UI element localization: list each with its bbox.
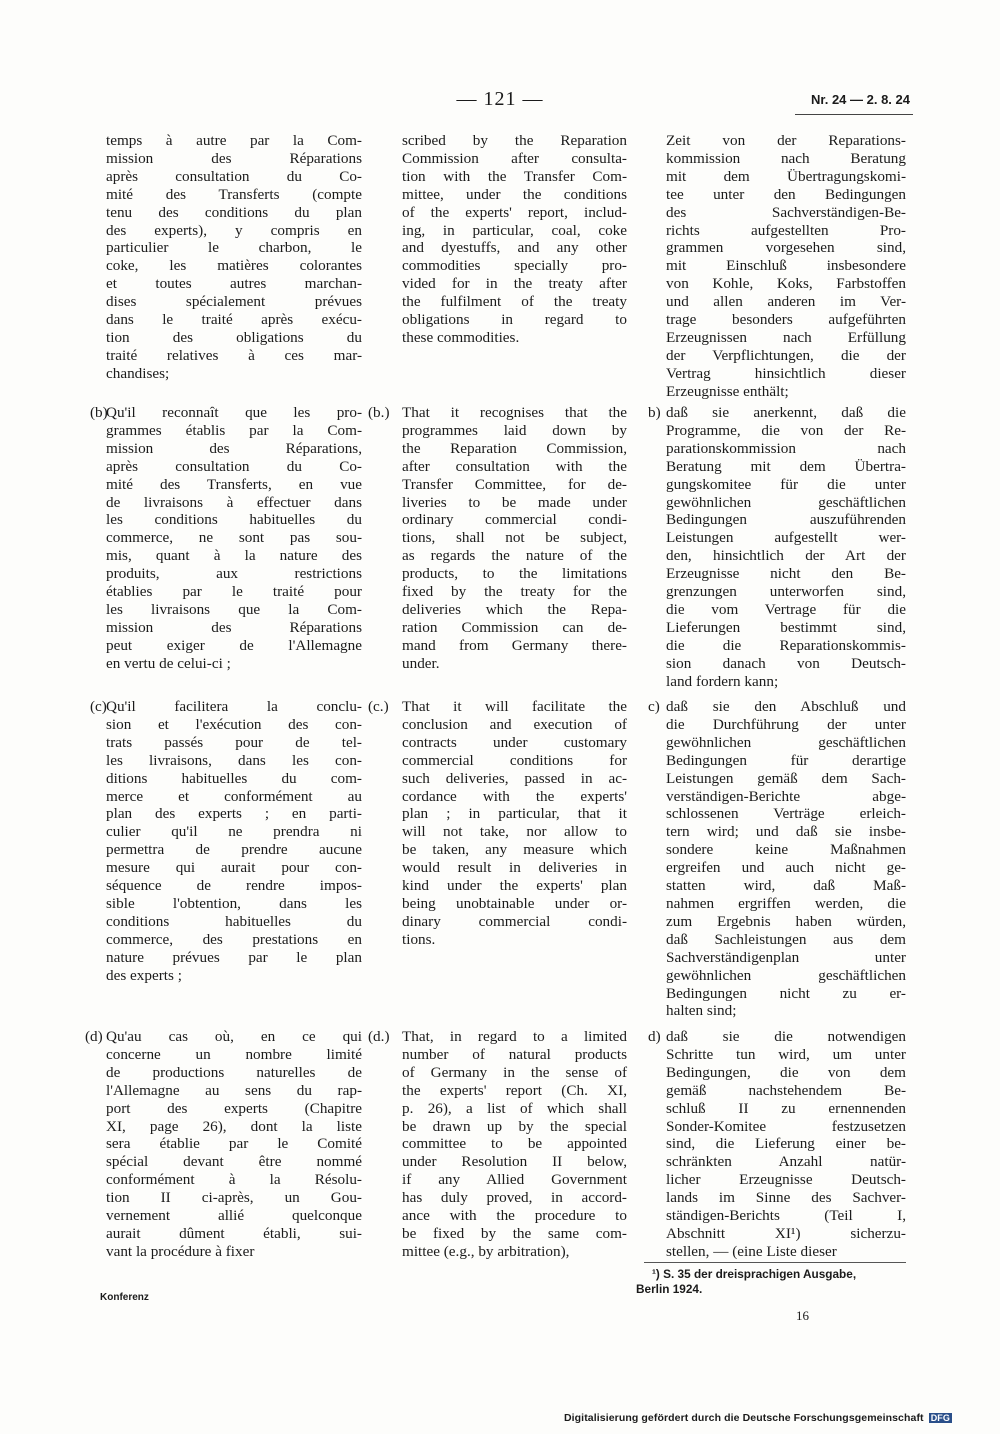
text-line: cordance with the experts' (402, 787, 627, 805)
text-line: will not take, nor allow to (402, 823, 627, 841)
text-line: of the experts' report, includ- (402, 203, 627, 221)
text-line: That it recognises that the (402, 404, 627, 421)
french-clause-b (80, 404, 362, 673)
text-line: statten wird, daß Maß- (666, 877, 906, 895)
english-clause-d (365, 1028, 627, 1261)
text-line: commerce, des prestations en (106, 930, 362, 948)
text-line: die Durchführung der unter (666, 715, 906, 733)
text-line: les livraisons, dans les con- (106, 751, 362, 769)
text-line: Bedingungen, die von dem (666, 1063, 906, 1081)
clause-marker: c) (648, 698, 660, 715)
text-line: gewöhnlichen geschäftlichen (666, 733, 906, 751)
text-line: stellen, — (eine Liste dieser (666, 1242, 837, 1260)
clause-marker: (c) (90, 698, 107, 715)
text-line: tion with the Transfer Com- (402, 167, 627, 185)
text-line: Sachverständigenplan unter (666, 948, 906, 966)
text-line: kind under the experts' plan (402, 877, 627, 895)
french-column (80, 132, 362, 1260)
footnote (636, 1267, 906, 1297)
text-line: richts aufgestellten Pro- (666, 221, 906, 239)
german-column (644, 132, 906, 1260)
clause-marker: (b) (90, 404, 108, 421)
text-line: the experts' report (Ch. XI, (402, 1081, 627, 1099)
text-line: sion danach von Deutsch- (666, 654, 906, 672)
text-line: concerne un nombre limité (106, 1045, 362, 1063)
text-line: de productions naturelles de (106, 1063, 362, 1081)
text-line: nahmen ergriffen werden, die (666, 894, 906, 912)
clause-marker: b) (648, 404, 661, 421)
text-line: daß sie die notwendigen (666, 1028, 906, 1045)
text-line: tion des obligations du (106, 328, 362, 346)
text-line: plan ; in particular, that it (402, 805, 627, 823)
digitization-text: Digitalisierung gefördert durch die Deutsche Forschungsgemeinschaft (563, 1412, 924, 1424)
text-line: as regards the nature of the (402, 547, 627, 565)
text-line: trage besonders aufgeführten (666, 311, 906, 329)
digitization-credit (564, 1412, 952, 1424)
text-line: halten sind; (666, 1002, 737, 1020)
text-line: commodities specially pro- (402, 257, 627, 275)
page-number: — 121 — (456, 88, 544, 110)
text-line: die die Reparationskommis- (666, 636, 906, 654)
text-line: daß sie anerkennt, daß die (666, 404, 906, 421)
text-line: des Sachverständigen-Be- (666, 203, 906, 221)
german-clause-c (644, 698, 906, 1020)
text-line: sion et l'exécution des con- (106, 715, 362, 733)
text-line: Programme, die von der Re- (666, 421, 906, 439)
text-line: mand from Germany there- (402, 636, 627, 654)
text-line: dans le traité après exécu- (106, 311, 362, 329)
text-line: coke, les matières colorantes (106, 257, 362, 275)
text-line: schlossenen Verträge erleich- (666, 805, 906, 823)
text-line: mité des Transferts (compte (106, 185, 362, 203)
text-line: und allen anderen im Ver- (666, 293, 906, 311)
text-line: Sonder-Komitee festzusetzen (666, 1117, 906, 1135)
clause-marker: (d) (85, 1028, 103, 1045)
text-line: produits, aux restrictions (106, 565, 362, 583)
english-clause-c (365, 698, 627, 949)
text-line: parationskommission nach (666, 439, 906, 457)
text-line: gewöhnlichen geschäftlichen (666, 493, 906, 511)
text-line: be fixed by the same com- (402, 1224, 627, 1242)
text-line: grammen vorgesehen sind, (666, 239, 906, 257)
text-line: der Verpflichtungen, die der (666, 346, 906, 364)
german-clause-b (644, 404, 906, 691)
dfg-logo: DFG (930, 1413, 950, 1423)
text-line: particulier le charbon, le (106, 239, 362, 257)
german-intro (644, 132, 906, 401)
text-line: land fordern kann; (666, 672, 779, 690)
german-clause-d (644, 1028, 906, 1261)
text-line: Schritte tun wird, um unter (666, 1045, 906, 1063)
clause-marker: (c.) (368, 698, 389, 715)
text-line: Vertrag hinsichtlich dieser (666, 364, 906, 382)
text-line: Zeit von der Reparations- (666, 132, 906, 149)
text-line: Erzeugnisse nicht den Be- (666, 565, 906, 583)
text-line: would result in deliveries in (402, 859, 627, 877)
footnote-line: Berlin 1924. (636, 1282, 703, 1296)
text-line: de livraisons à effectuer dans (106, 493, 362, 511)
text-line: fixed by the treaty for the (402, 583, 627, 601)
text-line: spécial devant être nommé (106, 1153, 362, 1171)
english-clause-b (365, 404, 627, 673)
text-line: mission des Réparations (106, 149, 362, 167)
english-column (365, 132, 627, 1260)
text-line: if any Allied Government (402, 1171, 627, 1189)
french-clause-d (80, 1028, 362, 1261)
text-line: That it will facilitate the (402, 698, 627, 715)
text-line: mesure qui aurait pour con- (106, 859, 362, 877)
text-line: ordinary commercial condi- (402, 511, 627, 529)
text-line: sera établie par le Comité (106, 1135, 362, 1153)
text-line: ing, in particular, coal, coke (402, 221, 627, 239)
text-line: mit Einschluß insbesondere (666, 257, 906, 275)
text-line: grenzungen unterworfen sind, (666, 583, 906, 601)
text-line: contracts under customary (402, 733, 627, 751)
text-line: commerce, ne sont pas sou- (106, 529, 362, 547)
text-line: tions. (402, 930, 436, 948)
text-line: has duly proved, in accord- (402, 1189, 627, 1207)
text-line: obligations in regard to (402, 311, 627, 329)
text-line: en vertu de celui-ci ; (106, 654, 231, 672)
text-line: be taken, any measure which (402, 841, 627, 859)
text-line: number of natural products (402, 1045, 627, 1063)
text-line: tern wird; und daß sie insbe- (666, 823, 906, 841)
text-line: daß Sachleistungen aus dem (666, 930, 906, 948)
text-line: culier qu'il ne prendra ni (106, 823, 362, 841)
text-line: Leistungen gemäß dem Sach- (666, 769, 906, 787)
text-line: lands im Sinne des Sachver- (666, 1189, 906, 1207)
text-line: scribed by the Reparation (402, 132, 627, 149)
text-line: and dyestuffs, and any other (402, 239, 627, 257)
text-line: p. 26), a list of which shall (402, 1099, 627, 1117)
text-line: les conditions habituelles du (106, 511, 362, 529)
text-line: gungskomitee für die unter (666, 475, 906, 493)
text-line: schränkten Anzahl natür- (666, 1153, 906, 1171)
text-line: dises spécialement prévues (106, 293, 362, 311)
signature-mark: Konferenz (100, 1292, 149, 1303)
text-line: après consultation du Co- (106, 457, 362, 475)
text-line: such deliveries, passed in ac- (402, 769, 627, 787)
sheet-number: 16 (796, 1308, 809, 1323)
text-line: gemäß nachstehendem Be- (666, 1081, 906, 1099)
text-line: the Reparation Commission, (402, 439, 627, 457)
footnote-line: ¹) S. 35 der dreisprachigen Ausgabe, (652, 1267, 857, 1281)
text-line: dinary commercial condi- (402, 912, 627, 930)
text-line: Qu'il reconnaît que les pro- (106, 404, 362, 421)
text-line: l'Allemagne au sens du rap- (106, 1081, 362, 1099)
text-line: deliveries which the Repa- (402, 600, 627, 618)
text-line: den, hinsichtlich der Art der (666, 547, 906, 565)
text-line: après consultation du Co- (106, 167, 362, 185)
text-line: merce et conformément au (106, 787, 362, 805)
text-line: committee to be appointed (402, 1135, 627, 1153)
text-line: these commodities. (402, 328, 520, 346)
text-line: vided for in the treaty after (402, 275, 627, 293)
text-line: die vom Vertrage für die (666, 600, 906, 618)
text-line: Bedingungen auszuführenden (666, 511, 906, 529)
text-line: tee unter den Bedingungen (666, 185, 906, 203)
text-line: Abschnitt XI¹) sicherzu- (666, 1224, 906, 1242)
text-line: port des experts (Chapitre (106, 1099, 362, 1117)
text-line: Qu'au cas où, en ce qui (106, 1028, 362, 1045)
text-line: mission des Réparations, (106, 439, 362, 457)
text-line: ständigen-Berichts (Teil I, (666, 1207, 906, 1225)
text-line: mit dem Übertragungskomi- (666, 167, 906, 185)
text-line: be drawn up by the special (402, 1117, 627, 1135)
text-line: grammes établis par la Com- (106, 421, 362, 439)
text-line: Erzeugnisse enthält; (666, 382, 789, 400)
text-line: vant la procédure à fixer (106, 1242, 255, 1260)
text-line: ditions habituelles du com- (106, 769, 362, 787)
text-line: under Resolution II below, (402, 1153, 627, 1171)
text-line: Erzeugnissen nach Erfüllung (666, 328, 906, 346)
french-clause-c (80, 698, 362, 985)
text-line: plan des experts ; en parti- (106, 805, 362, 823)
text-line: temps à autre par la Com- (106, 132, 362, 149)
text-line: of Germany in the sense of (402, 1063, 627, 1081)
text-line: chandises; (106, 364, 170, 382)
text-line: Bedingungen nicht zu er- (666, 984, 906, 1002)
text-line: That, in regard to a limited (402, 1028, 627, 1045)
text-line: products, to the limitations (402, 565, 627, 583)
text-line: Commission after consulta- (402, 149, 627, 167)
clause-marker: d) (648, 1028, 661, 1045)
text-line: établies par le traité pour (106, 583, 362, 601)
text-line: des experts), y compris en (106, 221, 362, 239)
text-line: traité relatives à ces mar- (106, 346, 362, 364)
text-line: verständigen-Berichte abge- (666, 787, 906, 805)
text-line: aurait dûment établi, sui- (106, 1224, 362, 1242)
text-line: commercial conditions for (402, 751, 627, 769)
text-line: vernement allié quelconque (106, 1207, 362, 1225)
text-line: schluß II zu ernennenden (666, 1099, 906, 1117)
issue-reference: Nr. 24 — 2. 8. 24 (810, 92, 910, 107)
text-line: Bedingungen für derartige (666, 751, 906, 769)
text-line: under. (402, 654, 440, 672)
text-line: mission des Réparations (106, 618, 362, 636)
text-line: being unobtainable under or- (402, 894, 627, 912)
text-line: les livraisons que la Com- (106, 600, 362, 618)
clause-marker: (d.) (368, 1028, 390, 1045)
text-line: Lieferungen bestimmt sind, (666, 618, 906, 636)
text-line: kommission nach Beratung (666, 149, 906, 167)
text-line: Qu'il facilitera la conclu- (106, 698, 362, 715)
text-line: et toutes autres marchan- (106, 275, 362, 293)
text-line: ance with the procedure to (402, 1207, 627, 1225)
text-line: tions, shall not be subject, (402, 529, 627, 547)
text-line: peut exiger de l'Allemagne (106, 636, 362, 654)
footnote-rule (644, 1262, 906, 1263)
french-intro (80, 132, 362, 383)
text-line: conformément à la Résolu- (106, 1171, 362, 1189)
text-line: permettra de prendre aucune (106, 841, 362, 859)
text-line: programmes laid down by (402, 421, 627, 439)
text-line: Beratung mit dem Übertra- (666, 457, 906, 475)
text-line: tenu des conditions du plan (106, 203, 362, 221)
text-line: ergreifen und auch nicht ge- (666, 859, 906, 877)
text-line: mittee (e.g., by arbitration), (402, 1242, 570, 1260)
text-line: trats passés pour de tel- (106, 733, 362, 751)
text-line: von Kohle, Koks, Farbstoffen (666, 275, 906, 293)
text-line: licher Erzeugnisse Deutsch- (666, 1171, 906, 1189)
text-line: Leistungen aufgestellt wer- (666, 529, 906, 547)
text-line: zum Ergebnis haben würden, (666, 912, 906, 930)
header-rule (795, 114, 913, 115)
text-line: mittee, under the conditions (402, 185, 627, 203)
text-line: Transfer Committee, for de- (402, 475, 627, 493)
text-line: sible l'obtention, dans les (106, 894, 362, 912)
text-line: sondere keine Maßnahmen (666, 841, 906, 859)
text-line: conditions habituelles du (106, 912, 362, 930)
text-line: gewöhnlichen geschäftlichen (666, 966, 906, 984)
text-line: XI, page 26), dont la liste (106, 1117, 362, 1135)
text-line: daß sie den Abschluß und (666, 698, 906, 715)
text-line: sind, die Lieferung einer be- (666, 1135, 906, 1153)
text-line: des experts ; (106, 966, 182, 984)
text-line: séquence de rendre impos- (106, 877, 362, 895)
text-line: the fulfilment of the treaty (402, 293, 627, 311)
english-intro (365, 132, 627, 347)
text-line: ration Commission can de- (402, 618, 627, 636)
clause-marker: (b.) (368, 404, 390, 421)
text-line: mité des Transferts, en vue (106, 475, 362, 493)
text-line: nature prévues par le plan (106, 948, 362, 966)
text-line: liveries to be made under (402, 493, 627, 511)
text-line: conclusion and execution of (402, 715, 627, 733)
text-line: tion II ci-après, un Gou- (106, 1189, 362, 1207)
text-line: after consultation with the (402, 457, 627, 475)
text-line: mis, quant à la nature des (106, 547, 362, 565)
